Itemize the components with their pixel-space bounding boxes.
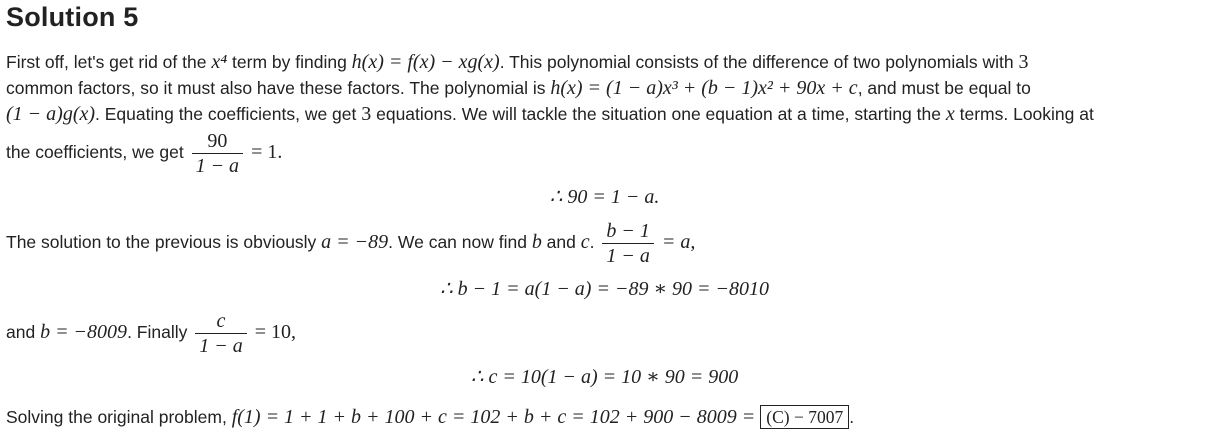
text: the coefficients, we get <box>6 142 189 162</box>
paragraph-2 <box>6 216 695 268</box>
equation-1: ∴ 90 = 1 − a. <box>549 186 660 208</box>
math-b-value: b = −8009 <box>40 321 128 343</box>
denominator: 1 − a <box>602 243 654 268</box>
math-x4: x⁴ <box>211 51 228 73</box>
text: = a, <box>656 231 696 253</box>
numerator: c <box>216 309 226 332</box>
text: The solution to the previous is obviously <box>6 232 322 252</box>
paragraph-4 <box>6 404 854 430</box>
fraction-c-over-1-a <box>195 309 247 358</box>
paragraph-line-2 <box>6 75 1031 101</box>
text: . Finally <box>127 322 193 342</box>
text: . <box>849 407 855 427</box>
equation-3: ∴ c = 10(1 − a) = 10 ∗ 90 = 900 <box>470 366 739 388</box>
text: common factors, so it must also have these factors. The polynomial is <box>6 78 551 98</box>
text: term by finding <box>227 52 352 72</box>
text: = 10, <box>249 321 296 343</box>
math-x: x <box>945 103 955 125</box>
denominator: 1 − a <box>195 333 247 358</box>
math-h-polynomial: h(x) = (1 − a)x³ + (b − 1)x² + 90x + c <box>550 77 858 99</box>
page-title: Solution 5 <box>6 2 139 32</box>
math-final-computation: f(1) = 1 + 1 + b + 100 + c = 102 + b + c = 102 + 900 − 8009 = <box>231 406 761 428</box>
boxed-answer: (C) − 7007 <box>760 405 849 429</box>
text: . <box>589 232 600 252</box>
math-h-definition: h(x) = f(x) − xg(x) <box>351 51 500 73</box>
fraction-b-1-over-1-a <box>602 219 654 268</box>
fraction-90-over-1-a <box>192 129 244 178</box>
text: First off, let's get rid of the <box>6 52 212 72</box>
denominator: 1 − a <box>192 153 244 178</box>
paragraph-line-3 <box>6 101 1094 127</box>
text: . Equating the coefficients, we get <box>95 104 362 124</box>
equation-2: ∴ b − 1 = a(1 − a) = −89 ∗ 90 = −8010 <box>439 278 770 300</box>
text: terms. Looking at <box>954 104 1094 124</box>
math-b: b <box>531 231 542 253</box>
math-c: c <box>580 231 590 253</box>
text: equations. We will tackle the situation one equation at a time, starting the <box>371 104 946 124</box>
text: . We can now find <box>388 232 532 252</box>
text: . This polynomial consists of the difference of two polynomials with <box>499 52 1019 72</box>
paragraph-line-1 <box>6 49 1028 75</box>
text: Solving the original problem, <box>6 407 232 427</box>
math-3: 3 <box>361 103 372 125</box>
math-1-a-g: (1 − a)g(x) <box>6 103 96 125</box>
text: , and must be equal to <box>857 78 1031 98</box>
numerator: 90 <box>207 129 228 152</box>
text: and <box>6 322 41 342</box>
math-a-value: a = −89 <box>321 231 389 253</box>
paragraph-3 <box>6 306 296 358</box>
text: and <box>541 232 581 252</box>
text: = 1. <box>246 141 283 163</box>
numerator: b − 1 <box>606 219 650 242</box>
math-3: 3 <box>1018 51 1029 73</box>
paragraph-line-4 <box>6 126 282 178</box>
